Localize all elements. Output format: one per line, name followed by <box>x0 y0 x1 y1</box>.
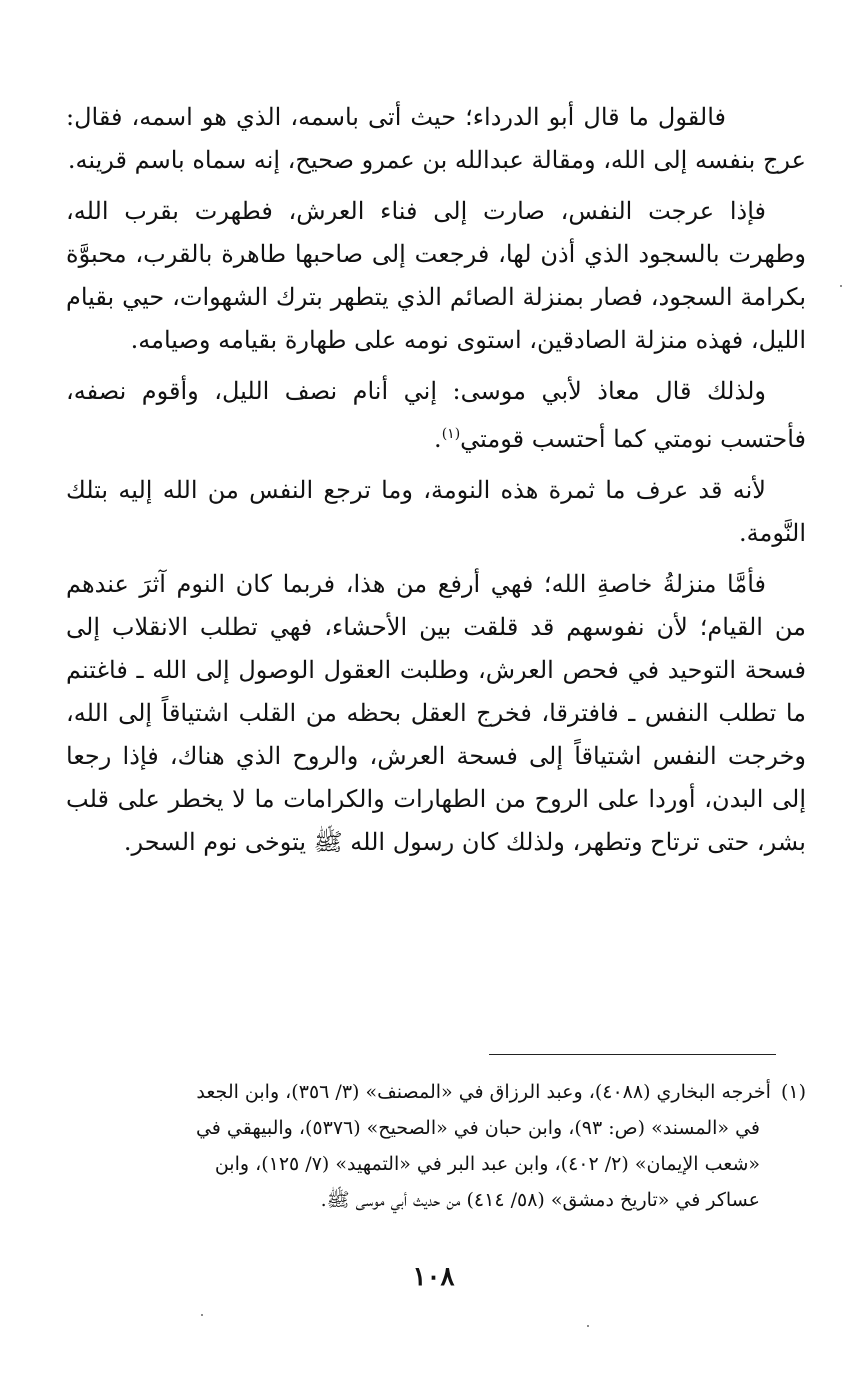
paragraph: فإذا عرجت النفس، صارت إلى فناء العرش، فطهرت بقرب الله، وطهرت بالسجود الذي أذن لها، فرجعت إلى صاحبها طاهرة بالقرب، محبوَّة بكرامة السجود، فصار بمنزلة الصائم الذي يتطهر بترك الشهوات، حيي بقيام الليل، فهذه منزلة الصادقين، استوى نومه على طهارة بقيامه وصيامه. <box>66 197 806 354</box>
footnote-line: «شعب الإيمان» (٢/ ٤٠٢)، وابن عبد البر في «التمهيد» (٧/ ١٢٥)، وابن <box>214 1153 760 1175</box>
paragraph: لأنه قد عرف ما ثمرة هذه النومة، وما ترجع النفس من الله إليه بتلك النَّومة. <box>66 476 806 547</box>
scan-speck <box>201 1314 203 1316</box>
footnote-line: عساكر في «تاريخ دمشق» (٥٨/ ٤١٤) من حديث أبي موسى ﷺ. <box>320 1189 760 1211</box>
footnote-number: (١) <box>780 1081 806 1103</box>
main-text <box>66 96 806 872</box>
footnote-line: (١)أخرجه البخاري (٤٠٨٨)، وعبد الرزاق في «المصنف» (٣/ ٣٥٦)، وابن الجعد <box>196 1081 806 1103</box>
scan-speck <box>840 285 842 287</box>
footnote-line: في «المسند» (ص: ٩٣)، وابن حبان في «الصحيح» (٥٣٧٦)، والبيهقي في <box>195 1117 760 1139</box>
scan-speck <box>587 1325 589 1327</box>
paragraph <box>66 370 806 461</box>
paragraph: فالقول ما قال أبو الدرداء؛ حيث أتى باسمه، الذي هو اسمه، فقال: عرج بنفسه إلى الله، ومقالة عبدالله بن عمرو صحيح، إنه سماه باسم قرينه. <box>66 103 806 174</box>
page-number: ١٠٨ <box>412 1262 455 1292</box>
paragraph: فأمَّا منزلةُ خاصةِ الله؛ فهي أرفع من هذا، فربما كان النوم آثرَ عندهم من القيام؛ لأن نفوسهم قد قلقت بين الأحشاء، فهي تطلب الانقلاب إلى فسحة التوحيد في فحص العرش، وطلبت العقول الوصول إلى الله ـ فاغتنم ما تطلب النفس ـ فافترقا، فخرج العقل بحظه من القلب اشتياقاً إلى الله، وخرجت النفس اشتياقاً إلى فسحة العرش، والروح الذي هناك، فإذا رجعا إلى البدن، أوردا على الروح من الطهارات والكرامات ما لا يخطر على قلب بشر، حتى ترتاح وتطهر، ولذلك كان رسول الله ﷺ يتوخى نوم السحر. <box>66 570 806 856</box>
footnote-divider <box>489 1054 776 1055</box>
paragraph-end: . <box>434 425 442 453</box>
footnote-reference[interactable]: (١) <box>441 426 461 442</box>
paragraph-text: ولذلك قال معاذ لأبي موسى: إني أنام نصف الليل، وأقوم نصفه، فأحتسب نومتي كما أحتسب قومتي <box>66 377 806 453</box>
footnote <box>64 1074 806 1218</box>
